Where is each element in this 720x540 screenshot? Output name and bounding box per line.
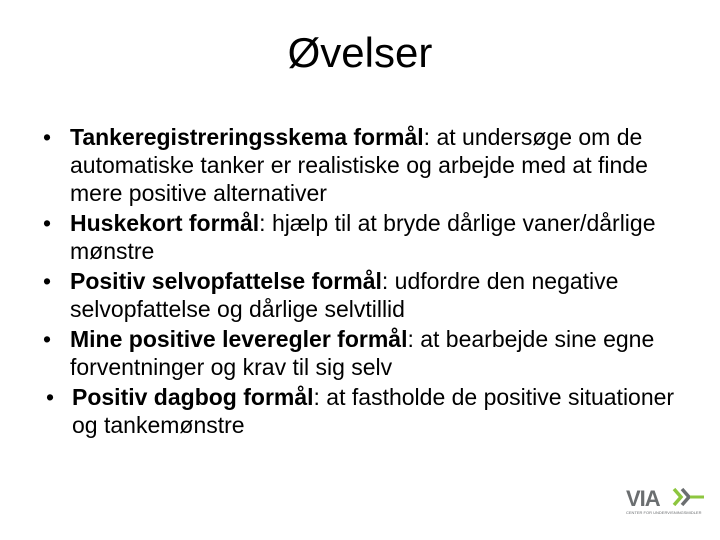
bullet-term: Tankeregistreringsskema formål [70,124,424,150]
via-logo [624,484,708,518]
bullet-icon: • [43,268,52,294]
bullet-icon: • [43,210,52,236]
bullet-item-mine-positive-leveregler [40,325,700,381]
bullet-item-tankeregistreringsskema [40,123,700,207]
bullet-term: Positiv selvopfattelse formål [70,268,382,294]
bullet-icon: • [43,326,52,352]
via-logo-icon [624,484,708,518]
bullet-item-positiv-dagbog [40,383,700,439]
bullet-icon: • [43,124,52,150]
logo-text: VIA [626,486,660,511]
bullet-text: : udfordre den negative selvopfattelse og dårlige selvtillid [70,268,619,322]
logo-arrows-icon [674,489,704,505]
bullet-text: : at fastholde de positive situationer og tankemønstre [72,384,675,438]
logo-subtitle: CENTER FOR UNDERVISNINGSMIDLER [626,510,702,515]
bullet-text: : at bearbejde sine egne forventninger og krav til sig selv [70,326,655,380]
bullet-icon: • [46,384,55,410]
bullet-list [40,123,700,441]
bullet-term: Huskekort formål [70,210,260,236]
bullet-term: Positiv dagbog formål [72,384,314,410]
bullet-item-positiv-selvopfattelse [40,267,700,323]
slide-title: Øvelser [287,29,433,76]
bullet-text: : hjælp til at bryde dårlige vaner/dårlige mønstre [70,210,656,264]
bullet-term: Mine positive leveregler formål [70,326,408,352]
bullet-item-huskekort [40,209,700,265]
bullet-text: : at undersøge om de automatiske tanker er realistiske og arbejde med at finde mere positive alternativer [70,124,648,206]
